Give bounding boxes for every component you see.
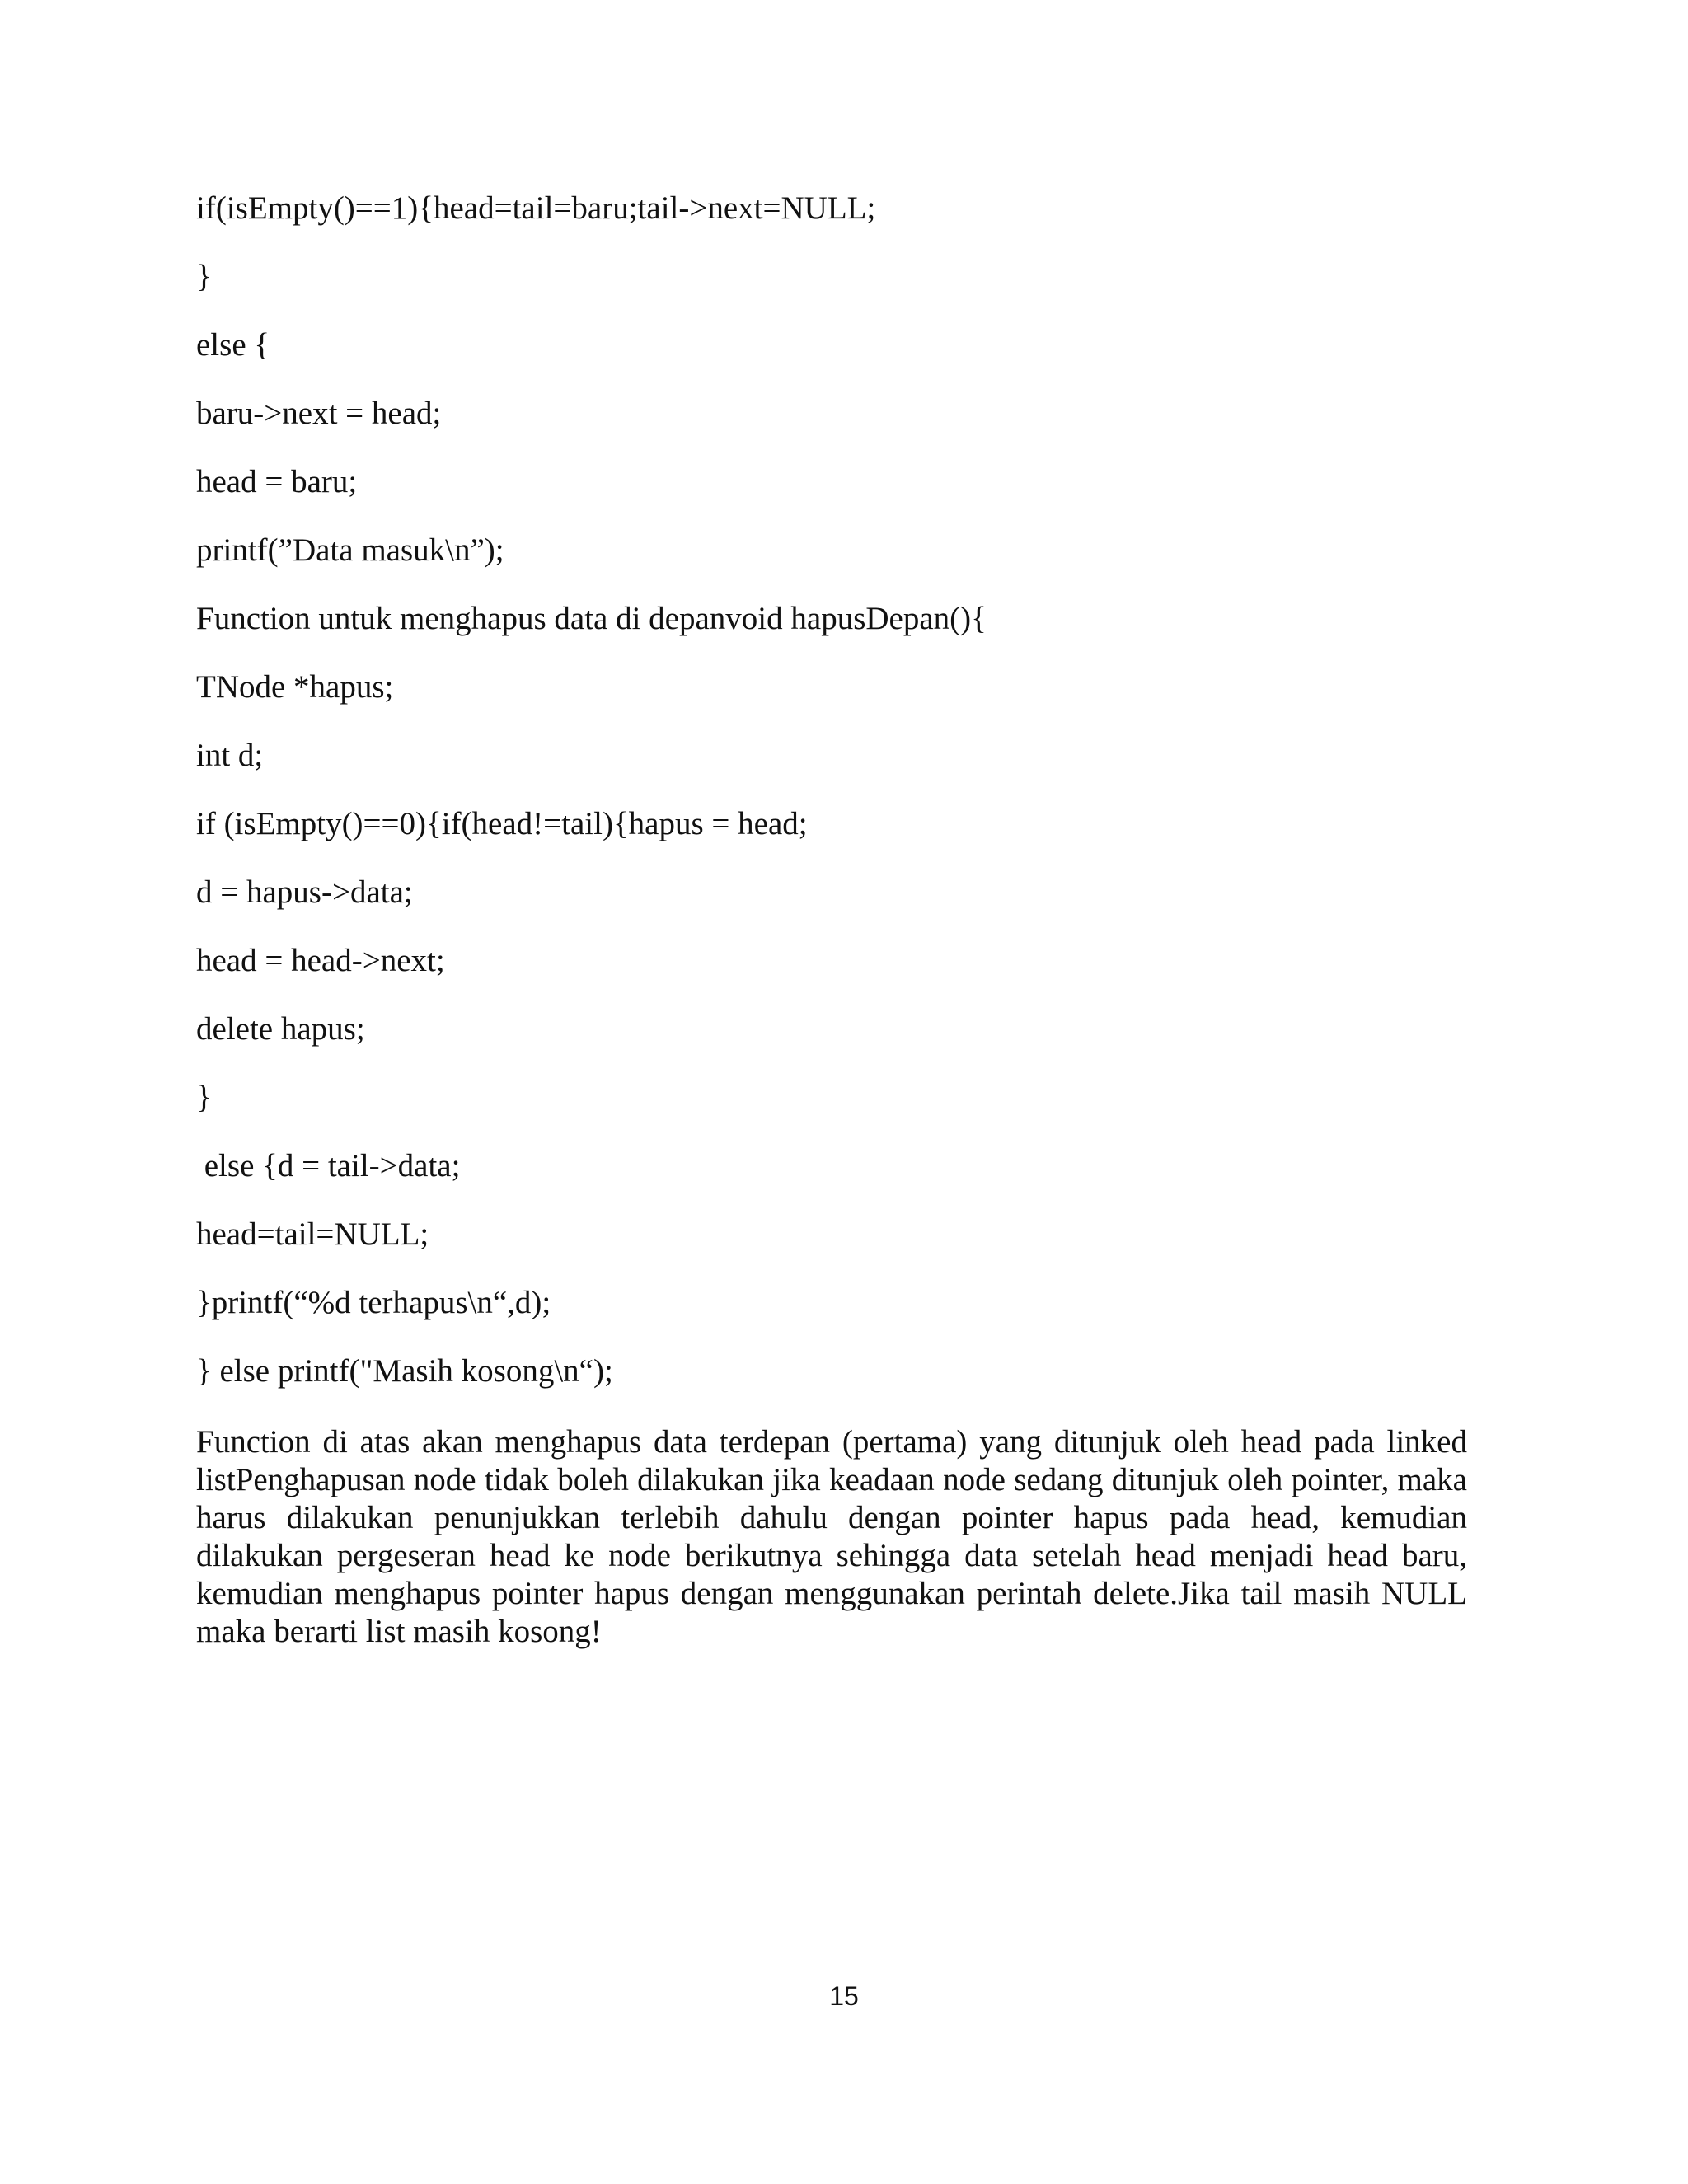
code-block — [196, 188, 1498, 1419]
code-line: head=tail=NULL; — [196, 1216, 429, 1252]
code-line: head = head->next; — [196, 943, 445, 978]
code-line: }printf(“%d terhapus\n“,d); — [196, 1285, 551, 1320]
code-line: printf(”Data masuk\n”); — [196, 532, 504, 568]
code-line: int d; — [196, 738, 264, 773]
code-line: } — [196, 1080, 212, 1115]
code-line: } — [196, 259, 212, 294]
code-line: delete hapus; — [196, 1011, 365, 1047]
explanation-paragraph: Function di atas akan menghapus data terdepan (pertama) yang ditunjuk oleh head pada linked listPenghapusan node tidak boleh dilakukan jika keadaan node sedang ditunjuk oleh pointer, maka harus dilakukan penunjukkan terlebih dahulu dengan pointer hapus pada head, kemudian dilakukan pergeseran head ke node berikutnya sehingga data setelah head menjadi head baru, kemudian menghapus pointer hapus dengan menggunakan perintah delete.Jika tail masih NULL maka berarti list masih kosong! — [196, 1424, 1467, 1649]
page-number: 15 — [829, 1981, 859, 2011]
code-line: else {d = tail->data; — [196, 1148, 461, 1183]
code-line: if(isEmpty()==1){head=tail=baru;tail->next=NULL; — [196, 190, 876, 226]
code-line: } else printf("Masih kosong\n“); — [196, 1353, 613, 1389]
code-line: Function untuk menghapus data di depanvoid hapusDepan(){ — [196, 601, 987, 636]
code-line: else { — [196, 327, 270, 363]
code-line: TNode *hapus; — [196, 669, 394, 705]
code-line: baru->next = head; — [196, 396, 442, 431]
code-line: head = baru; — [196, 464, 358, 499]
code-line: if (isEmpty()==0){if(head!=tail){hapus = head; — [196, 806, 808, 841]
code-line: d = hapus->data; — [196, 874, 413, 910]
